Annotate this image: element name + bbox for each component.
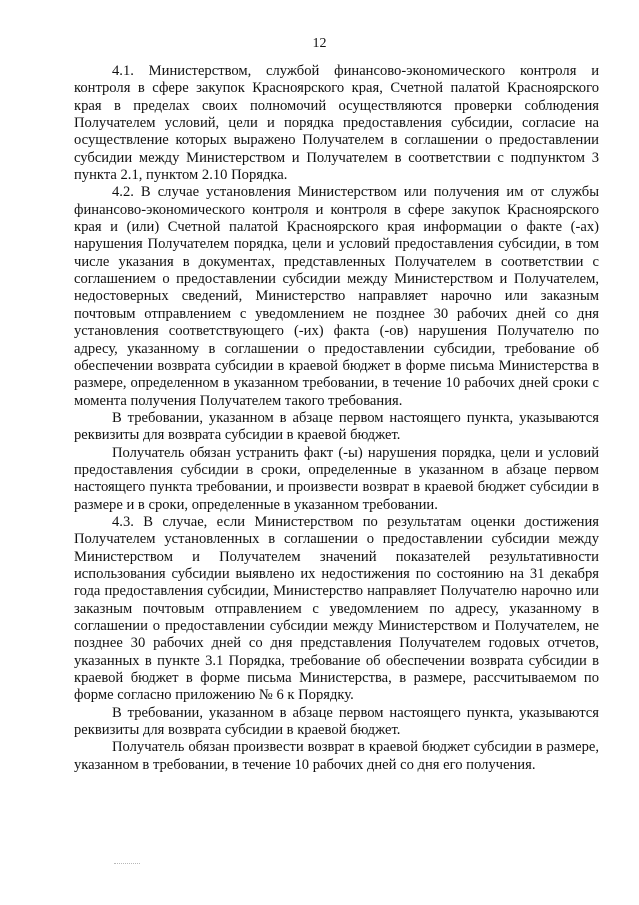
document-body bbox=[74, 63, 599, 774]
paragraph-4-3-obligation: Получатель обязан произвести возврат в краевой бюджет субсидии в размере, указанном в требовании, в течение 10 рабочих дней со дня его получения. bbox=[74, 739, 599, 773]
paragraph-4-2-requisites: В требовании, указанном в абзаце первом настоящего пункта, указываются реквизиты для возврата субсидии в краевой бюджет. bbox=[74, 409, 599, 444]
paragraph-4-2: 4.2. В случае установления Министерством или получения им от службы финансово-экономического контроля и контроля в сфере закупок Красноярского края и (или) Счетной палатой Красноярского края информации о факте (-ах) нарушения Получателем порядка, цели и условий предоставления субсидии, в том числе указания в документах, представленных Получателем в соответствии с соглашением о предоставлении субсидии между Министерством и Получателем, недостоверных сведений, Министерство направляет нарочно или заказным почтовым отправлением с уведомлением не позднее 30 рабочих дней со дня установления соответствующего (-их) факта (-ов) нарушения Получателю по адресу, указанному в соглашении о предоставлении субсидии, требование об обеспечении возврата субсидии в краевой бюджет в форме письма Министерства в размере, определенном в указанном требовании, в течение 10 рабочих дней сроки с момента получения Получателем такого требования. bbox=[74, 184, 599, 409]
scan-artifact bbox=[114, 863, 140, 865]
page-number: 12 bbox=[312, 36, 327, 51]
paragraph-4-2-obligation: Получатель обязан устранить факт (-ы) нарушения порядка, цели и условий предоставления субсидии в сроки, определенные в указанном в абзаце первом настоящего пункта требовании, и произвести возврат в краевой бюджет субсидии в размере и в сроки, определенные в указанном требовании. bbox=[74, 444, 599, 513]
paragraph-4-1: 4.1. Министерством, службой финансово-экономического контроля и контроля в сфере закупок Красноярского края, Счетной палатой Красноярского края в пределах своих полномочий осуществляются проверки соблюдения Получателем условий, цели и порядка предоставления субсидии, согласие на осуществление которых выражено Получателем в соглашении о предоставлении субсидии между Министерством и Получателем в соответствии с подпунктом 3 пункта 2.1, пунктом 2.10 Порядка. bbox=[74, 63, 599, 184]
paragraph-4-3-requisites: В требовании, указанном в абзаце первом настоящего пункта, указываются реквизиты для возврата субсидии в краевой бюджет. bbox=[74, 704, 599, 739]
paragraph-4-3: 4.3. В случае, если Министерством по результатам оценки достижения Получателем установленных в соглашении о предоставлении субсидии между Министерством и Получателем значений показателей результативности использования субсидии выявлено их недостижения по состоянию на 31 декабря года предоставления субсидии, Министерство направляет Получателю нарочно или заказным почтовым отправлением с уведомлением по адресу, указанному в соглашении о предоставлении субсидии между Министерством и Получателем, не позднее 30 рабочих дней со дня представления Получателем годовых отчетов, указанных в пункте 3.1 Порядка, требование об обеспечении возврата субсидии в краевой бюджет в форме письма Министерства, в размере, рассчитываемом по форме согласно приложению № 6 к Порядку. bbox=[74, 513, 599, 704]
